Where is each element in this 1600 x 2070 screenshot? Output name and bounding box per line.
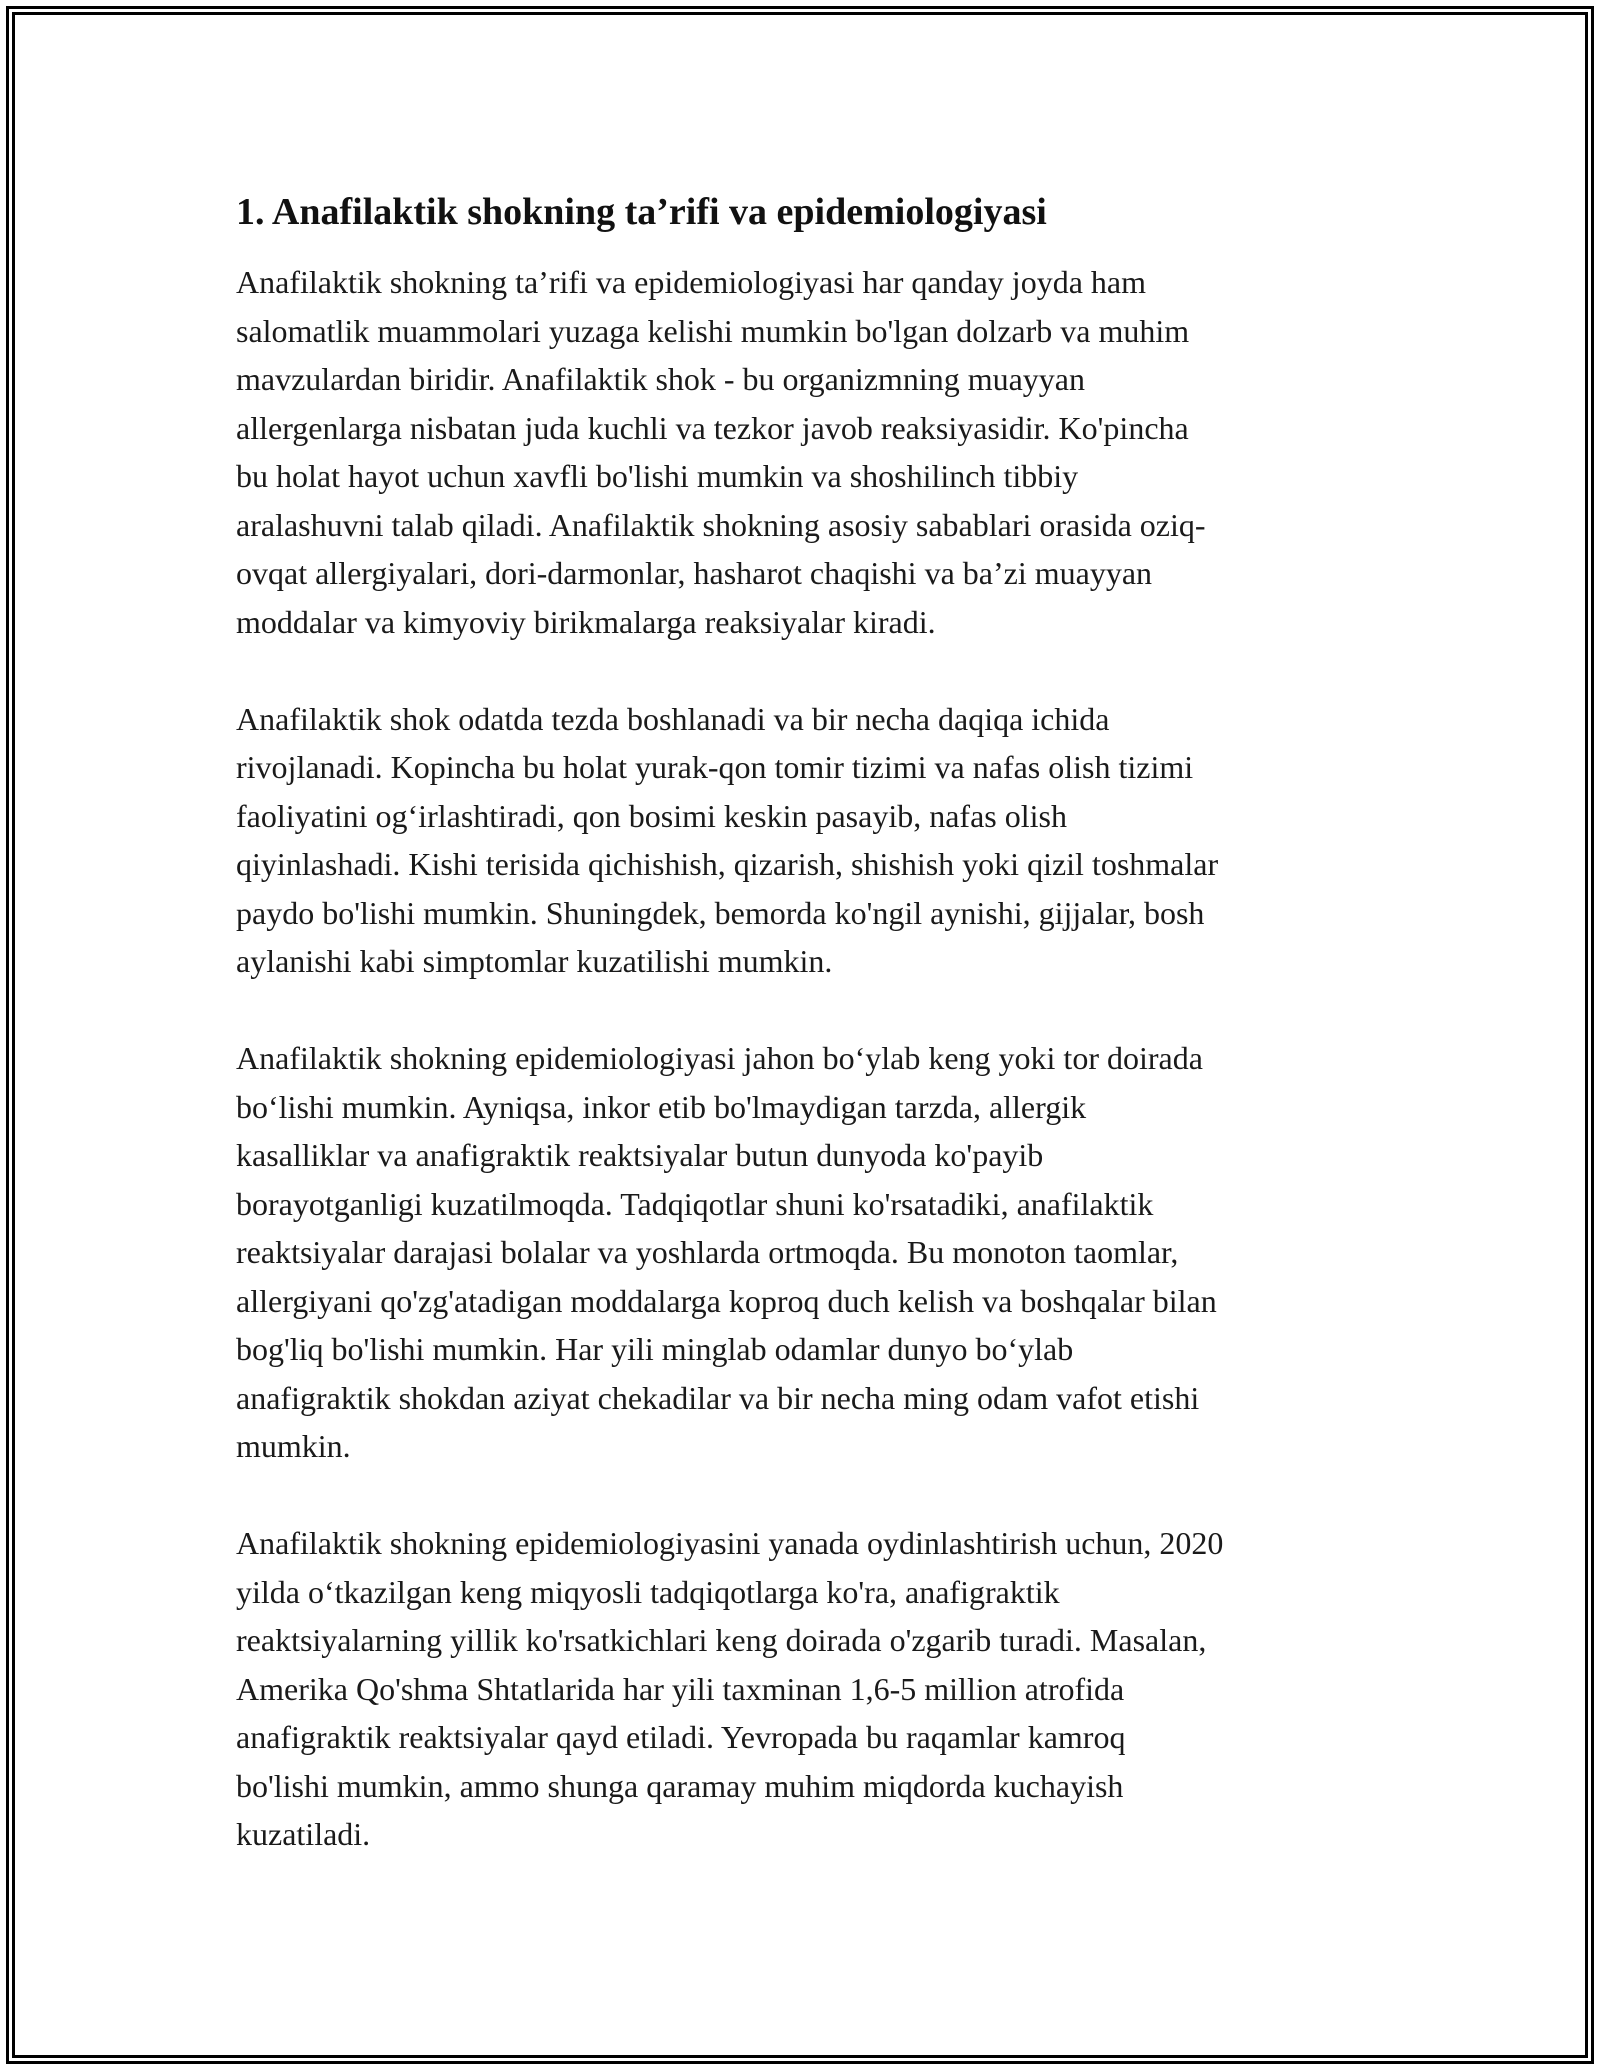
paragraph-definition: Anafilaktik shokning ta’rifi va epidemiologiyasi har qanday joyda ham salomatlik muammolari yuzaga kelishi mumkin bo'lgan dolzarb va muhim mavzulardan biridir. Anafilaktik shok - bu organizmning muayyan allergenlarga nisbatan juda kuchli va tezkor javob reaksiyasidir. Ko'pincha bu holat hayot uchun xavfli bo'lishi mumkin va shoshilinch tibbiy aralashuvni talab qiladi. Anafilaktik shokning asosiy sabablari orasida oziq- ovqat allergiyalari, dori-darmonlar, hasharot chaqishi va ba’zi muayyan moddalar va kimyoviy birikmalarga reaksiyalar kiradi.: [236, 264, 1206, 640]
paragraph-statistics: Anafilaktik shokning epidemiologiyasini yanada oydinlashtirish uchun, 2020 yilda o‘tkazilgan keng miqyosli tadqiqotlarga ko'ra, anafigraktik reaktsiyalarning yillik ko'rsatkichlari keng doirada o'zgarib turadi. Masalan, Amerika Qo'shma Shtatlarida har yili taxminan 1,6-5 million atrofida anafigraktik reaktsiyalar qayd etiladi. Yevropada bu raqamlar kamroq bo'lishi mumkin, ammo shunga qaramay muhim miqdorda kuchayish kuzatiladi.: [236, 1525, 1224, 1852]
paragraph-symptoms: Anafilaktik shok odatda tezda boshlanadi va bir necha daqiqa ichida rivojlanadi. Kopincha bu holat yurak-qon tomir tizimi va nafas olish tizimi faoliyatini og‘irlashtiradi, qon bosimi keskin pasayib, nafas olish qiyinlashadi. Kishi terisida qichishish, qizarish, shishish yoki qizil toshmalar paydo bo'lishi mumkin. Shuningdek, bemorda ko'ngil aynishi, gijjalar, bosh aylanishi kabi simptomlar kuzatilishi mumkin.: [236, 700, 1219, 979]
section-heading: 1. Anafilaktik shokning ta’rifi va epidemiologiyasi: [236, 191, 1047, 233]
document-body: [236, 188, 1376, 1907]
paragraph-epidemiology: Anafilaktik shokning epidemiologiyasi jahon bo‘ylab keng yoki tor doirada bo‘lishi mumkin. Ayniqsa, inkor etib bo'lmaydigan tarzda, allergik kasalliklar va anafigraktik reaktsiyalar butun dunyoda ko'payib borayotganligi kuzatilmoqda. Tadqiqotlar shuni ko'rsatadiki, anafilaktik reaktsiyalar darajasi bolalar va yoshlarda ortmoqda. Bu monoton taomlar, allergiyani qo'zg'atadigan moddalarga koproq duch kelish va boshqalar bilan bog'liq bo'lishi mumkin. Har yili minglab odamlar dunyo bo‘ylab anafigraktik shokdan aziyat chekadilar va bir necha ming odam vafot etishi mumkin.: [236, 1040, 1217, 1464]
